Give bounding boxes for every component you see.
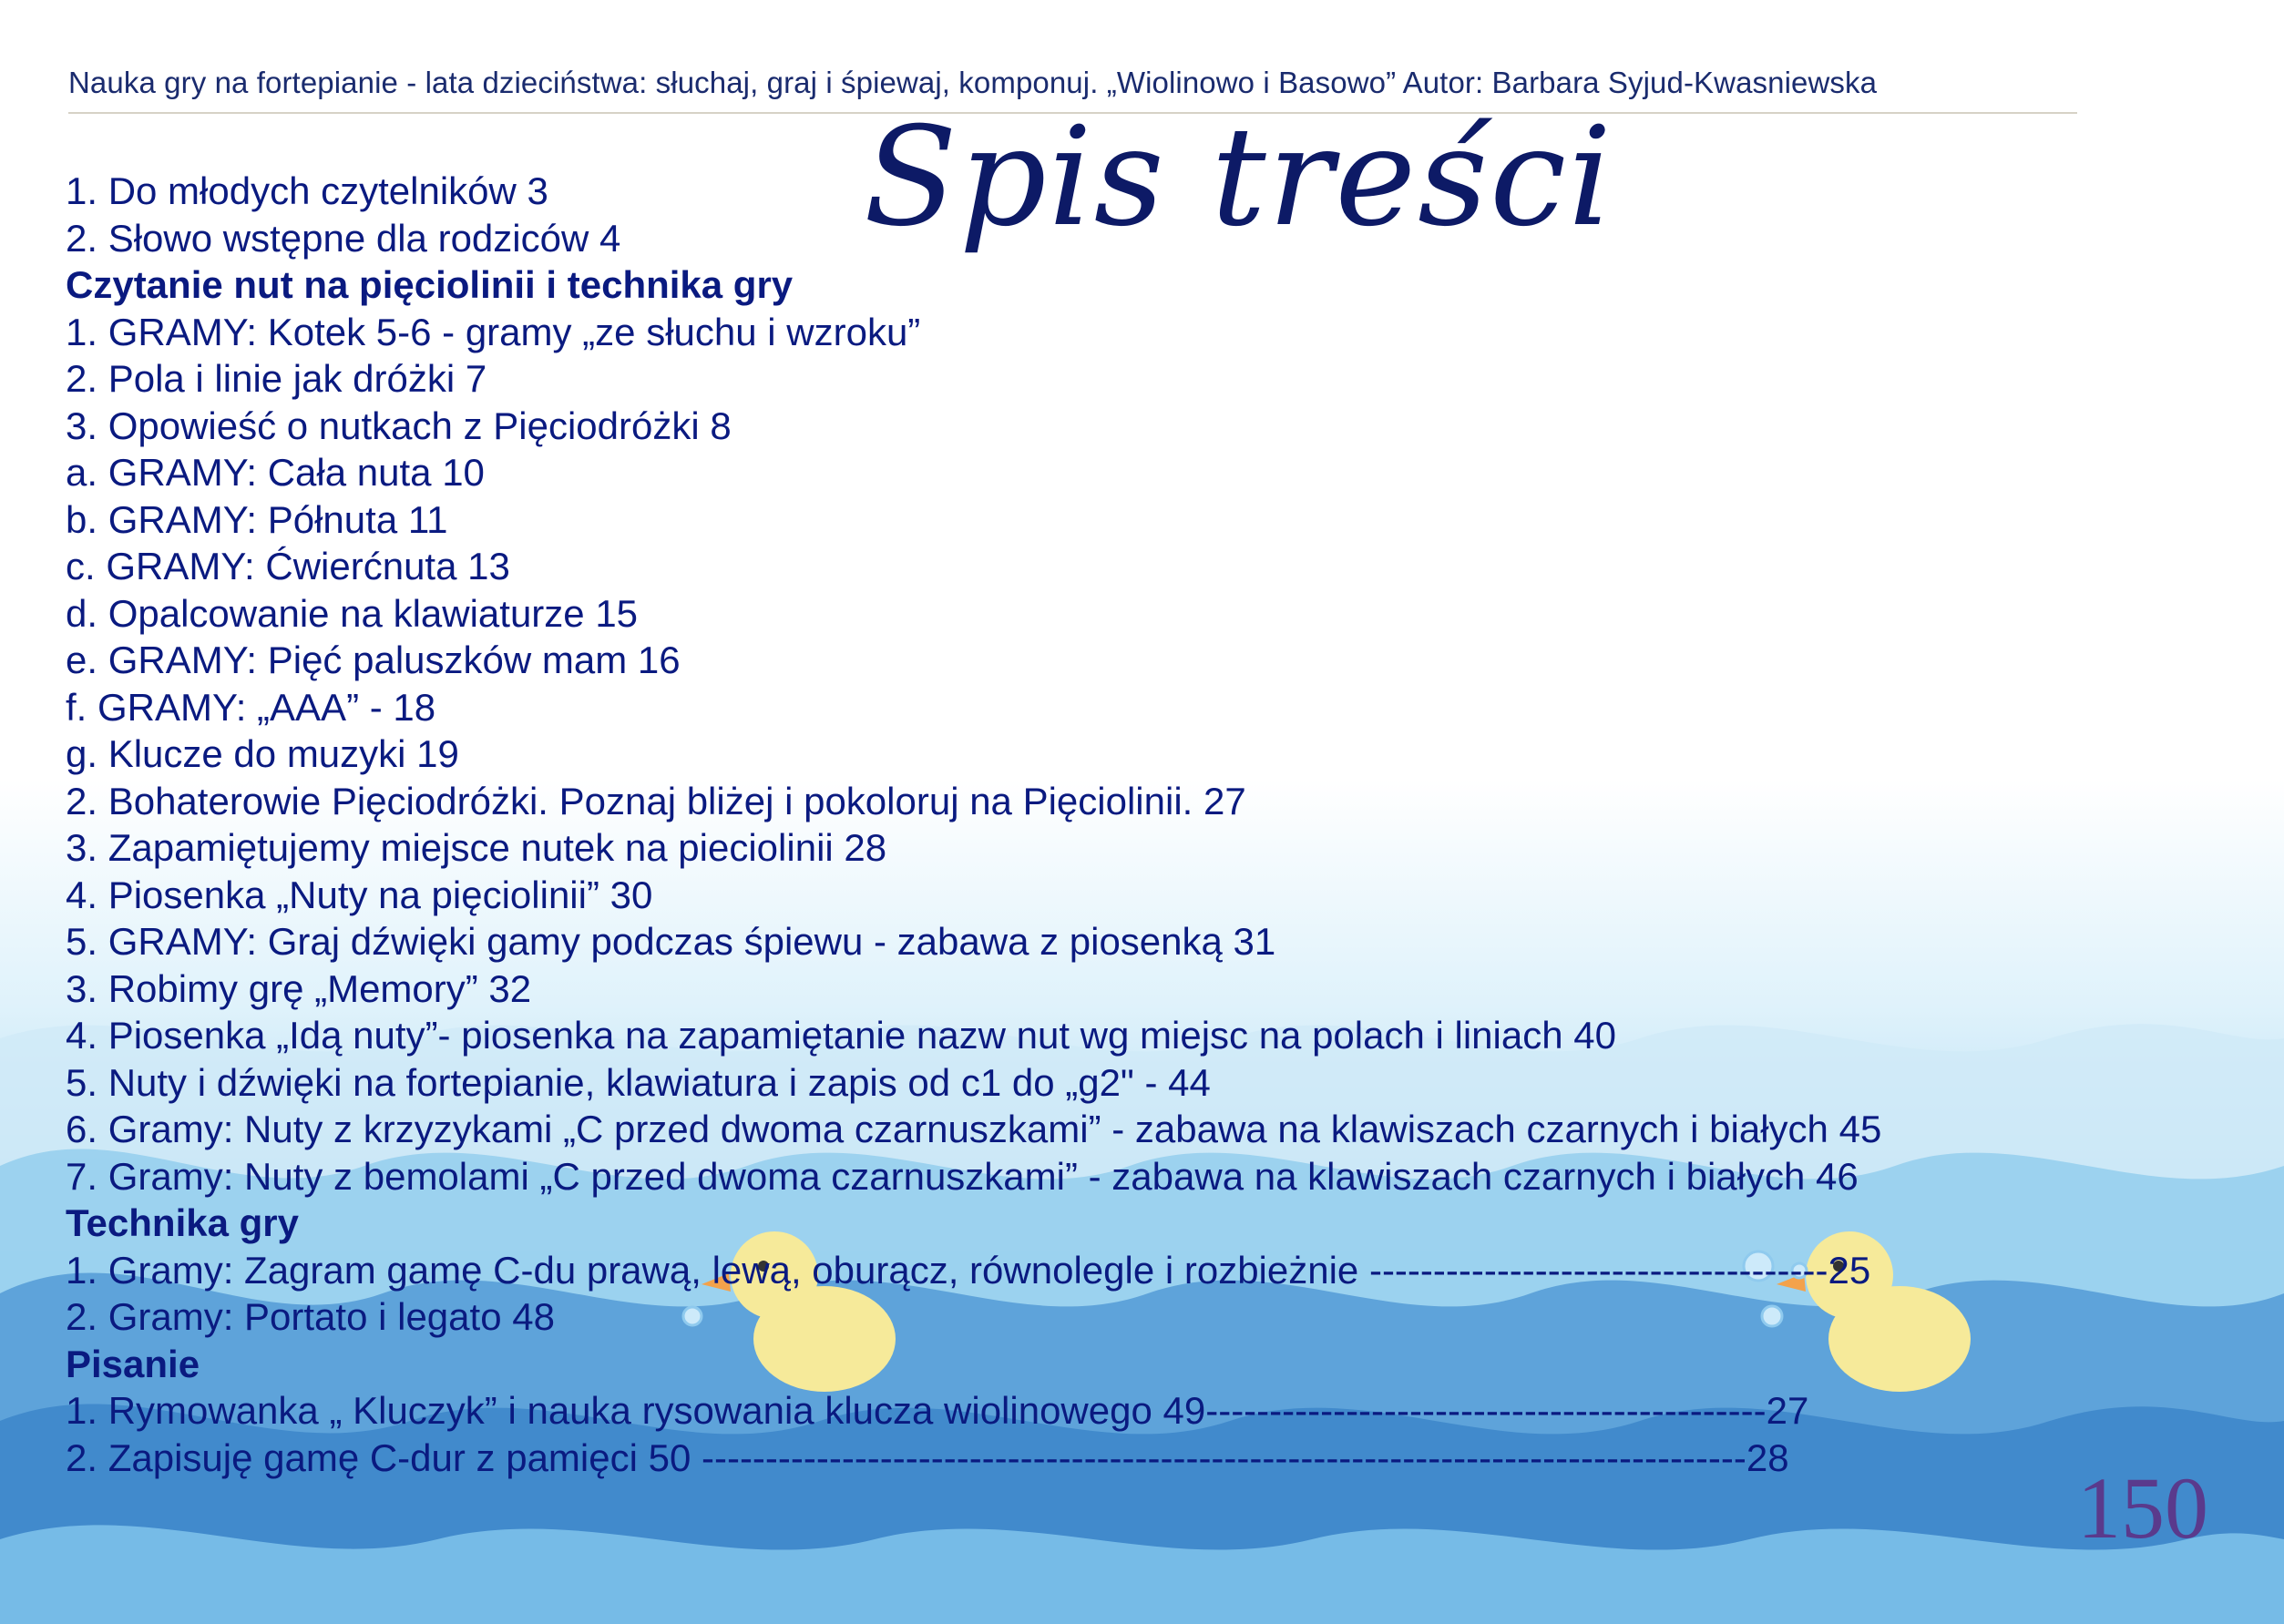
page-header: Nauka gry na fortepianie - lata dzieciństwa: słuchaj, graj i śpiewaj, komponuj. „Wiolinowo i Basowo” Autor: Barbara Syjud-Kwasniewska [68, 66, 1878, 99]
toc-entry: 3. Zapamiętujemy miejsce nutek na pieciolinii 28 [66, 826, 887, 869]
toc-section-heading: Czytanie nut na pięciolinii i technika gry [66, 263, 794, 306]
toc-entry: 4. Piosenka „Nuty na pięciolinii” 30 [66, 873, 653, 916]
toc-entry: 2. Gramy: Portato i legato 48 [66, 1295, 555, 1338]
toc-entry: 4. Piosenka „Idą nuty”- piosenka na zapamiętanie nazw nut wg miejsc na polach i liniach 40 [66, 1014, 1616, 1057]
toc-entry: 1. Do młodych czytelników 3 [66, 169, 548, 212]
toc-entry: 5. Nuty i dźwięki na fortepianie, klawiatura i zapis od c1 do „g2" - 44 [66, 1060, 1211, 1104]
toc-entry: 2. Pola i linie jak dróżki 7 [66, 357, 487, 400]
toc-entry: e. GRAMY: Pięć paluszków mam 16 [66, 638, 681, 681]
toc-entry: d. Opalcowanie na klawiaturze 15 [66, 591, 639, 635]
toc-entry: 1. Gramy: Zagram gamę C-du prawą, lewą, oburącz, równolegle i rozbieżnie ------------------------------------25 [66, 1248, 1871, 1292]
toc-entry: 5. GRAMY: Graj dźwięki gamy podczas śpiewu - zabawa z piosenką 31 [66, 920, 1276, 963]
toc-entry: c. GRAMY: Ćwierćnuta 13 [66, 545, 510, 587]
table-of-contents [66, 168, 1881, 1481]
toc-entry: 3. Robimy grę „Memory” 32 [66, 966, 532, 1010]
toc-entry: 6. Gramy: Nuty z krzyzykami „C przed dwoma czarnuszkami” - zabawa na klawiszach czarnych i białych 45 [66, 1108, 1882, 1150]
toc-entry: 3. Opowieść o nutkach z Pięciodróżki 8 [66, 403, 732, 447]
toc-entry: 1. GRAMY: Kotek 5-6 - gramy „ze słuchu i wzroku” [66, 310, 921, 353]
toc-section-heading: Pisanie [66, 1342, 200, 1385]
toc-entry: f. GRAMY: „AAA” - 18 [66, 685, 436, 729]
toc-entry: 2. Słowo wstępne dla rodziców 4 [66, 216, 621, 260]
toc-entry: 7. Gramy: Nuty z bemolami „C przed dwoma czarnuszkami” - zabawa na klawiszach czarnych i białych 46 [66, 1154, 1859, 1198]
toc-entry: 1. Rymowanka „ Kluczyk” i nauka rysowania klucza wiolinowego 49--------------------------------------------27 [66, 1389, 1809, 1432]
toc-entry: g. Klucze do muzyki 19 [66, 732, 459, 775]
toc-entry: 2. Zapisuję gamę C-dur z pamięci 50 ----------------------------------------------------------------------------------28 [66, 1435, 1789, 1479]
toc-entry: b. GRAMY: Półnuta 11 [66, 497, 448, 541]
toc-section-heading: Technika gry [66, 1201, 299, 1244]
toc-entry: a. GRAMY: Cała nuta 10 [66, 451, 485, 494]
page-title: Spis treści [864, 98, 1614, 257]
page-number: 150 [2077, 1459, 2208, 1557]
toc-entry: 2. Bohaterowie Pięciodróżki. Poznaj bliżej i pokoloruj na Pięciolinii. 27 [66, 779, 1246, 822]
